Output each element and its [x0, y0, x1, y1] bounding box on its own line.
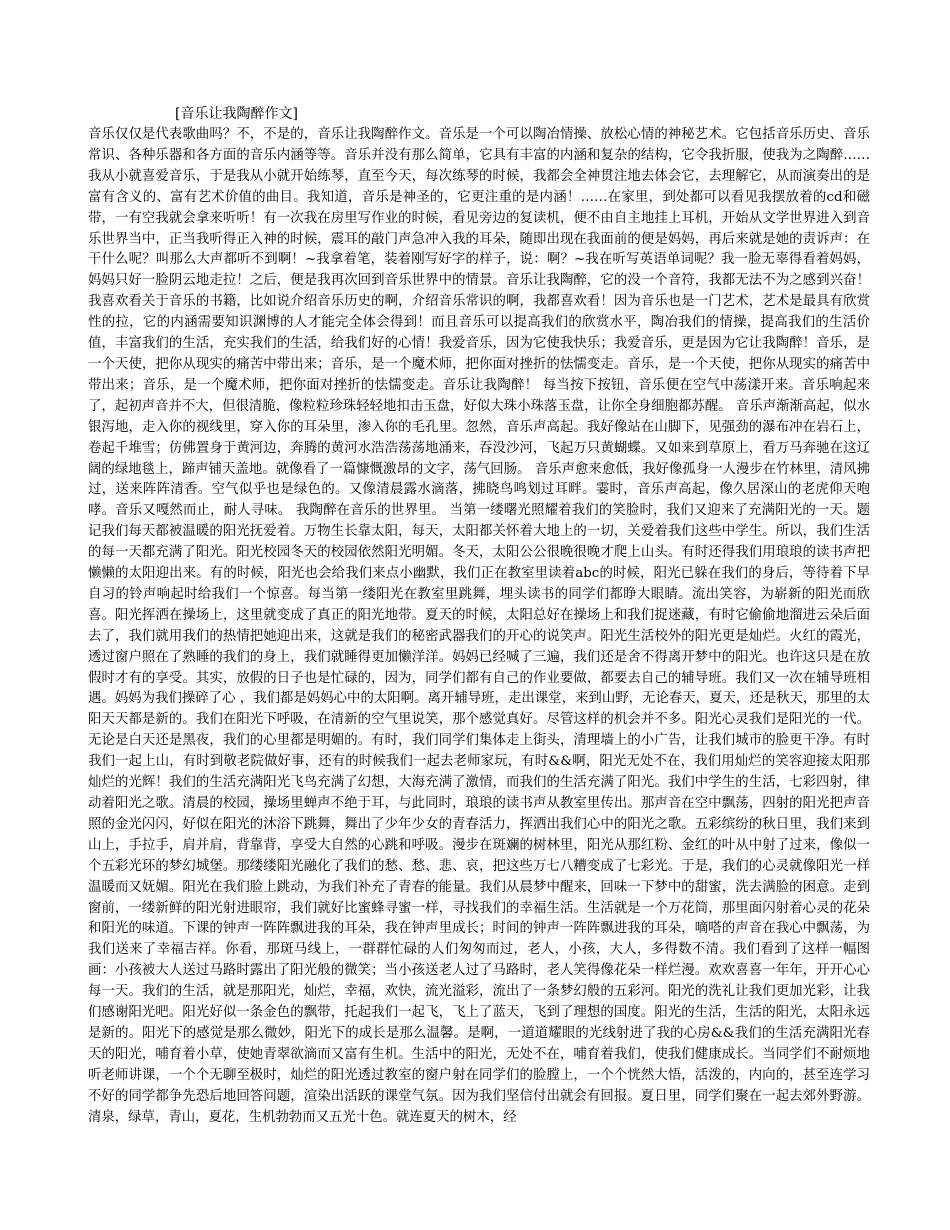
document-title: [音乐让我陶醉作文]	[175, 106, 298, 122]
document-body: 音乐仅仅是代表歌曲吗？不，不是的，音乐让我陶醉作文。音乐是一个可以陶冶情操、放松心情的神秘艺术。它包括音乐历史、音乐常识、各种乐器和各方面的音乐内涵等等。音乐并没有那么简单，它具有丰富的内涵和复杂的结构，它令我折服，使我为之陶醉……我从小就喜爱音乐，于是我从小就开始练琴，直至今天，每次练琴的时候，我都会全神贯注地去体会它，去理解它，从而演奏出的是富有含义的、富有艺术价值的曲目。我知道，音乐是神圣的，它更注重的是内涵！……在家里，到处都可以看见我摆放着的cd和磁带，一有空我就会拿来听听！有一次我在房里写作业的时候，看见旁边的复读机，便不由自主地挂上耳机，开始从文学世界进入到音乐世界当中，正当我听得正入神的时候，震耳的敲门声急冲入我的耳朵，随即出现在我面前的便是妈妈，再后来就是她的责诉声：在干什么呢？叫那么大声都听不到啊！~我拿着笔，装着刚写好字的样子，说：啊？~我在听写英语单词呢？我一脸无辜得看着妈妈，妈妈只好一脸阴云地走拉！之后，便是我再次回到音乐世界中的情景。音乐让我陶醉，它的没一个音符，我都无法不为之感到兴奋！我喜欢看关于音乐的书籍，比如说介绍音乐历史的啊，介绍音乐常识的啊，我都喜欢看！因为音乐也是一门艺术，艺术是最具有欣赏性的拉，它的内涵需要知识渊博的人才能完全体会得到！而且音乐可以提高我们的欣赏水平，陶冶我们的情操，提高我们的生活价值，丰富我们的生活，充实我们的生活，给我们好的心情！我爱音乐，因为它使我快乐；我爱音乐，更是因为它让我陶醉！音乐，是一个天使，把你从现实的痛苦中带出来；音乐，是一个魔术师，把你面对挫折的怯懦变走。音乐，是一个天使，把你从现实的痛苦中带出来；音乐，是一个魔术师，把你面对挫折的怯懦变走。音乐让我陶醉！ 每当按下按钮，音乐便在空气中荡漾开来。音乐响起来了，起初声音并不大，但很清脆，像粒粒珍珠轻轻地扣击玉盘，好似大珠小珠落玉盘，让你全身细胞都苏醒。 音乐声渐渐高起，似水银泻地，走入你的视线里，穿入你的耳朵里，渗入你的毛孔里。忽然，音乐声高起。我好像站在山脚下，见强劲的瀑布冲在岩石上，卷起千堆雪；仿佛置身于黄河边，奔腾的黄河水浩浩荡荡地涌来，吞没沙河，飞起万只黄蝴蝶。又如来到草原上，看万马奔驰在这辽阔的绿地毯上，蹄声铺天盖地。就像看了一篇慷慨激昂的文字，荡气回肠。 音乐声愈来愈低，我好像孤身一人漫步在竹林里，清风拂过，送来阵阵清香。空气似乎也是绿色的。又像清晨露水滴落，拂晓鸟鸣划过耳畔。霎时，音乐声高起，像久居深山的老虎仰天咆哮。音乐又嘎然而止，耐人寻味。 我陶醉在音乐的世界里。 当第一缕曙光照耀着我们的笑脸时，我们又迎来了充满阳光的一天。题记我们每天都被温暖的阳光抚爱着。万物生长靠太阳，每天，太阳都关怀着大地上的一切，关爱着我们这些中学生。所以，我们生活的每一天都充满了阳光。阳光校园冬天的校园依然阳光明媚。冬天，太阳公公很晚很晚才爬上山头。有时还得我们用琅琅的读书声把懒懒的太阳迎出来。有的时候，阳光也会给我们来点小幽默，我们正在教室里读着abc的时候，阳光已躲在我们的身后，等待着下早自习的铃声响起时给我们一个惊喜。每当第一缕阳光在教室里跳舞，埋头读书的同学们都睁大眼睛。流出笑容，为崭新的阳光而欣喜。阳光挥洒在操场上，这里就变成了真正的阳光地带。夏天的时候，太阳总好在操场上和我们捉迷藏，有时它偷偷地溜进云朵后面去了，我们就用我们的热情把她迎出来，这就是我们的秘密武器我们的开心的说笑声。阳光生活校外的阳光更是灿烂。火红的霞光，透过窗户照在了熟睡的我们的身上，我们就睡得更加懒洋洋。妈妈已经喊了三遍，我们还是舍不得离开梦中的阳光。也许这只是在放假时才有的享受。其实，放假的日子也是忙碌的，因为，同学们都有自己的作业要做，都要去自己的辅导班。我们又一次在辅导班相遇。妈妈为我们操碎了心 ，我们都是妈妈心中的太阳啊。离开辅导班，走出课堂，来到山野，无论春天，夏天，还是秋天，那里的太阳天天都是新的。我们在阳光下呼吸，在清新的空气里说笑，那个感觉真好。尽管这样的机会并不多。阳光心灵我们是阳光的一代。无论是白天还是黑夜，我们的心里都是明媚的。有时，我们同学们集体走上街头，清理墙上的小广告，让我们城市的脸更干净。有时我们一起上山，有时到敬老院做好事，还有的时候我们一起去老师家玩，有时&&啊，阳光无处不在，我们用灿烂的笑容迎接太阳那灿烂的光辉！我们的生活充满阳光飞鸟充满了幻想，大海充满了激情，而我们的生活充满了阳光。我们中学生的生活，七彩四射，律动着阳光之歌。清晨的校园，操场里蝉声不绝于耳，与此同时，琅琅的读书声从教室里传出。那声音在空中飘荡，四射的阳光把声音照的金光闪闪，好似在阳光的沐浴下跳舞，舞出了少年少女的青春活力，挥洒出我们心中的阳光之歌。五彩缤纷的秋日里，我们来到山上，手拉手，肩并肩，背靠背，享受大自然的心跳和呼吸。漫步在斑斓的树林里，阳光从那红粉、金红的叶从中射了过来，像似一个五彩光环的梦幻城堡。那缕缕阳光融化了我们的愁、愁、悲、哀，把这些万七八糟变成了七彩光。于是，我们的心灵就像阳光一样温暖而又妩媚。阳光在我们脸上跳动，为我们补充了青春的能量。我们从晨梦中醒来，回味一下梦中的甜蜜，洗去满脸的困意。走到窗前，一缕新鲜的阳光射进眼帘，我们就好比蜜蜂寻蜜一样，寻找我们的幸福生活。生活就是一个万花筒，那里面闪射着心灵的花朵和阳光的味道。下课的钟声一阵阵飘进我的耳朵，我在钟声里成长；时间的钟声一阵阵飘进我的耳朵，嘀嗒的声音在我心中飘荡，为我们送来了幸福吉祥。你看，那斑马线上，一群群忙碌的人们匆匆而过，老人，小孩，大人，多得数不清。我们看到了这样一幅图画：小孩被大人送过马路时露出了阳光般的微笑；当小孩送老人过了马路时，老人笑得像花朵一样烂漫。欢欢喜喜一年年，开开心心每一天。我们的生活，就是那阳光，灿烂，幸福，欢快，流光溢彩，流出了一条梦幻般的五彩河。阳光的洗礼让我们更加光彩，让我们感谢阳光吧。阳光好似一条金色的飘带，托起我们一起飞，飞上了蓝天，飞到了理想的国度。阳光的生活，生活的阳光，太阳永远是新的。阳光下的感觉是那么微妙，阳光下的成长是那么温馨。是啊，一道道耀眼的光线射进了我的心房&&我们的生活充满阳光春天的阳光，哺育着小草，使她青翠欲滴而又富有生机。生活中的阳光，无处不在，哺育着我们，使我们健康成长。当同学们不耐烦地听老师讲课，一个个无聊至极时，灿烂的阳光透过教室的窗户射在同学们的脸膛上，一个个恍然大悟，活泼的，内向的，甚至连学习不好的同学都争先恐后地回答问题，渲染出活跃的课堂气氛。因为我们坚信付出就会有回报。夏日里，同学们聚在一起去郊外野游。清泉，绿草，青山，夏花，生机勃勃而又五光十色。就连夏天的树木，经	[88, 127, 870, 1125]
